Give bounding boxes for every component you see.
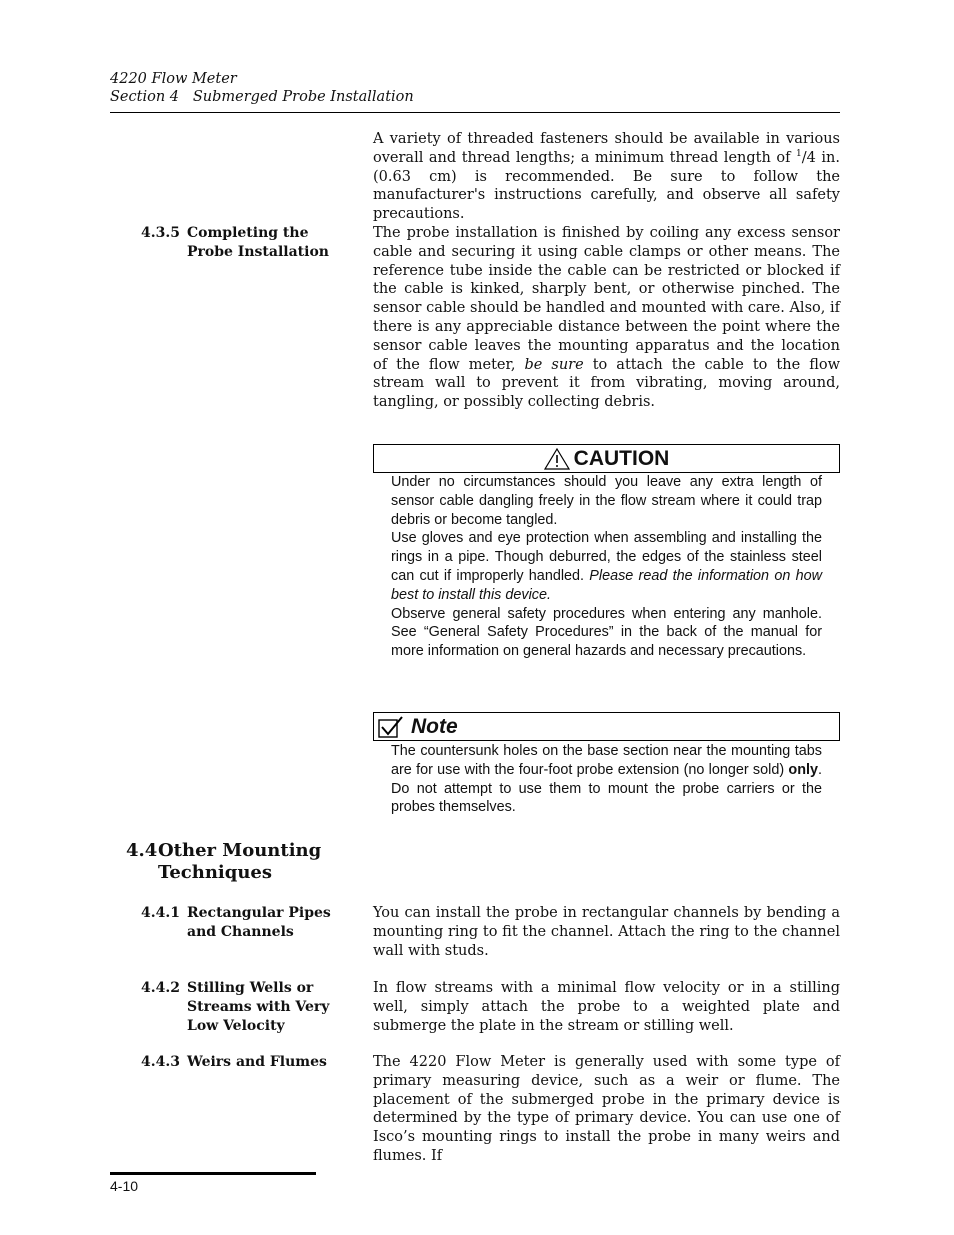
heading-number: 4.4.3 [141, 1054, 180, 1070]
caution-p2-emphasis: Please read the information on how best to install this device. [391, 567, 822, 603]
caution-title: CAUTION [573, 446, 670, 470]
fraction-numerator: 1 [796, 148, 802, 159]
heading-number: 4.4.2 [141, 980, 180, 996]
paragraph-text-b: to attach the cable to the flow stream wall to prevent it from vibrating, moving around, tangling, or possibly collecting debris. [373, 356, 841, 411]
caution-body [391, 473, 822, 661]
paragraph-4-4-1: You can install the probe in rectangular channels by bending a mounting ring to fit the channel. Attach the ring to the channel wall with studs. [373, 905, 840, 959]
heading-title: Rectangular Pipes and Channels [187, 905, 331, 940]
paragraph-4-3-5 [373, 224, 840, 412]
running-header [110, 70, 840, 106]
caution-paragraph-2 [391, 529, 822, 604]
paragraph-4-4-3: The 4220 Flow Meter is generally used with some type of primary measuring device, such as a weir or flume. The placement of the submerged probe in the primary device is determined by the type of primary device. You can use one of Isco’s mounting rings to install the probe in many weirs and flumes. If [373, 1054, 840, 1164]
warning-triangle-icon [544, 448, 570, 470]
note-bold: only [788, 761, 818, 778]
intro-paragraph [373, 130, 840, 224]
heading-4-4 [126, 840, 366, 884]
checkbox-check-icon [377, 715, 405, 739]
section-title: Other Mounting Techniques [158, 840, 322, 883]
heading-number: 4.3.5 [141, 225, 180, 241]
heading-4-4-3 [141, 1053, 366, 1072]
note-text-a: The countersunk holes on the base section near the mounting tabs are for use with the four-foot probe extension (no longer sold) [391, 743, 822, 778]
heading-4-3-5 [141, 224, 366, 262]
heading-4-4-2 [141, 979, 366, 1035]
note-body [391, 742, 822, 817]
header-rule [110, 112, 840, 113]
heading-number: 4.4.1 [141, 905, 180, 921]
heading-title: Completing the Probe Installation [187, 225, 329, 260]
paragraph-emphasis: be sure [524, 356, 584, 373]
caution-p2-text: Use gloves and eye protection when assembling and installing the rings in a pipe. Though deburred, the edges of the stainless steel can cut if improperly handled. [391, 530, 822, 584]
section-number: 4.4 [126, 840, 158, 861]
note-title: Note [411, 714, 458, 738]
page-number: 4-10 [110, 1178, 139, 1194]
caution-paragraph-1: Under no circumstances should you leave any extra length of sensor cable dangling freely in the flow stream where it could trap debris or become tangled. [391, 474, 822, 528]
heading-title: Stilling Wells or Streams with Very Low Velocity [187, 980, 330, 1034]
note-text-b: . Do not attempt to use them to mount the probe carriers or the probes themselves. [391, 761, 822, 816]
footer-rule [110, 1172, 316, 1175]
fraction-denominator: /4 [801, 149, 816, 166]
caution-header [373, 444, 840, 473]
paragraph-4-4-2: In flow streams with a minimal flow velocity or in a stilling well, simply attach the probe to a weighted plate and submerge the plate in the stream or stilling well. [373, 980, 840, 1034]
intro-text-b: in. (0.63 cm) is recommended. Be sure to follow the manufacturer's instructions carefully, and observe all safety precautions. [373, 149, 840, 223]
heading-title: Weirs and Flumes [187, 1054, 327, 1070]
paragraph-text-a: The probe installation is finished by coiling any excess sensor cable and securing it using cable clamps or other means. The reference tube inside the cable can be restricted or blocked if the cable is kinked, sharply bent, or otherwise pinched. The sensor cable should be handled and mounted with care. Also, if there is any appreciable distance between the point where the sensor cable leaves the mounting apparatus and the location of the flow meter, [373, 225, 840, 373]
heading-4-4-1 [141, 904, 366, 942]
header-title: 4220 Flow Meter [110, 71, 237, 87]
intro-text-a: A variety of threaded fasteners should be available in various overall and thread lengths; a minimum thread length of [373, 131, 840, 166]
header-section: Section 4 Submerged Probe Installation [110, 89, 414, 105]
caution-paragraph-3: Observe general safety procedures when entering any manhole. See “General Safety Procedures” in the back of the manual for more information on general hazards and necessary precautions. [391, 605, 822, 660]
note-header [373, 712, 840, 741]
